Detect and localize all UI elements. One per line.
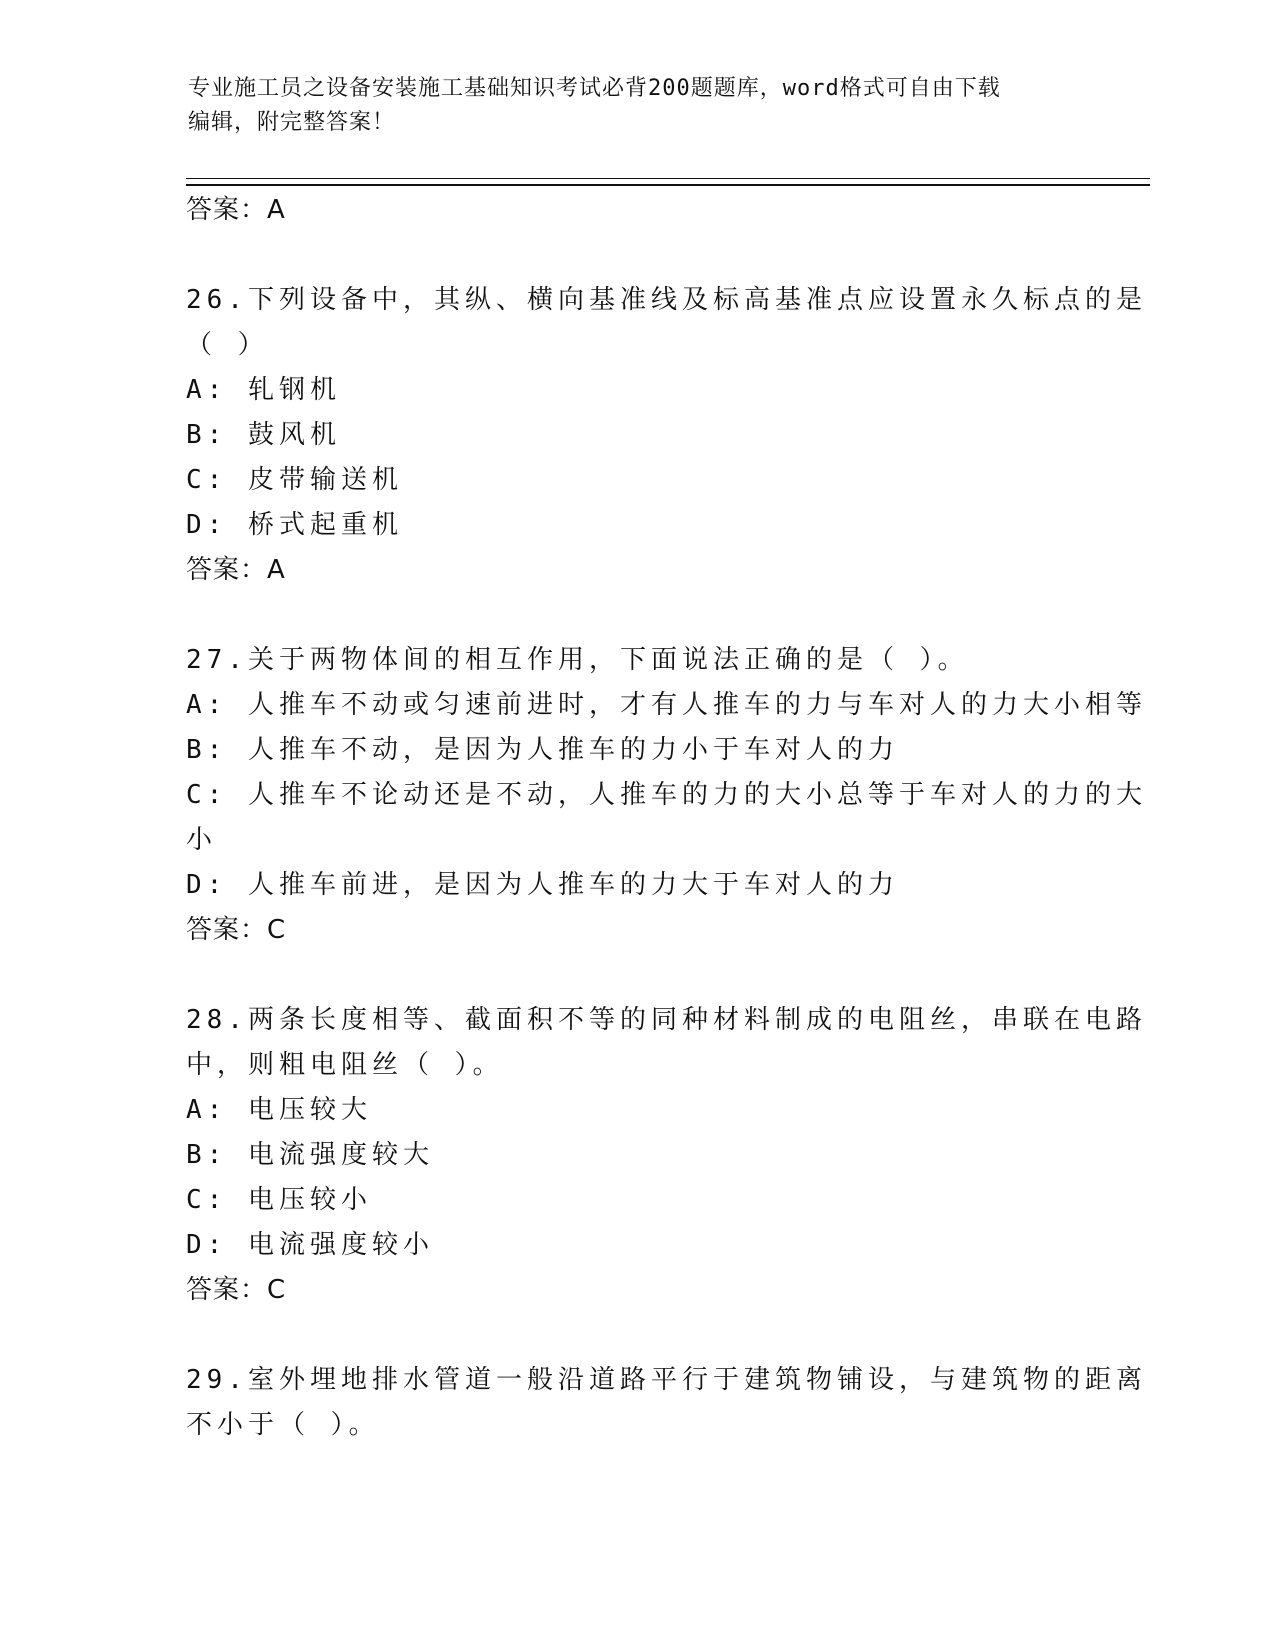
question-29 [186,1358,1147,1448]
question-stem: 28.两条长度相等、截面积不等的同种材料制成的电阻丝，串联在电路 [186,1005,1147,1035]
option-a: A: 电压较大 [186,1095,372,1125]
answer-label: 答案： [186,555,268,585]
option-b: B: 鼓风机 [186,420,341,450]
question-list [186,188,1147,1448]
document-header [188,72,1088,140]
option-d: D: 电流强度较小 [186,1230,434,1260]
option-a: A: 轧钢机 [186,375,341,405]
question-26 [186,278,1147,593]
answer-label: 答案： [186,915,268,945]
question-stem: 27.关于两物体间的相互作用，下面说法正确的是（ ）。 [186,645,969,675]
question-stem: （ ） [186,330,269,360]
answer-value: A [267,555,286,585]
answer-value: C [267,1275,287,1305]
header-divider [186,178,1150,186]
question-stem: 中，则粗电阻丝（ ）。 [186,1050,504,1080]
answer-line-25 [186,188,1086,233]
answer-value: A [267,195,286,225]
option-c: C: 皮带输送机 [186,465,403,495]
option-d: D: 人推车前进，是因为人推车的力大于车对人的力 [186,870,899,900]
answer-line [186,1268,1086,1313]
option-c: C: 人推车不论动还是不动，人推车的力的大小总等于车对人的力的大 [186,780,1147,810]
option-c: C: 电压较小 [186,1185,372,1215]
header-title-line-2: 编辑，附完整答案！ [188,110,396,135]
question-27 [186,638,1147,953]
question-stem: 26.下列设备中，其纵、横向基准线及标高基准点应设置永久标点的是 [186,285,1147,315]
option-b: B: 电流强度较大 [186,1140,434,1170]
question-28 [186,998,1147,1313]
header-title-line-1: 专业施工员之设备安装施工基础知识考试必背200题题库，word格式可自由下载 [188,76,1001,101]
option-c-continued: 小 [186,825,218,855]
answer-value: C [267,915,287,945]
answer-line [186,908,1086,953]
option-b: B: 人推车不动，是因为人推车的力小于车对人的力 [186,735,899,765]
answer-label: 答案： [186,195,268,225]
option-a: A: 人推车不动或匀速前进时，才有人推车的力与车对人的力大小相等 [186,690,1147,720]
question-stem: 29.室外埋地排水管道一般沿道路平行于建筑物铺设，与建筑物的距离 [186,1365,1147,1395]
option-d: D: 桥式起重机 [186,510,403,540]
answer-line [186,548,1086,593]
answer-label: 答案： [186,1275,268,1305]
question-stem: 不小于（ ）。 [186,1410,380,1440]
